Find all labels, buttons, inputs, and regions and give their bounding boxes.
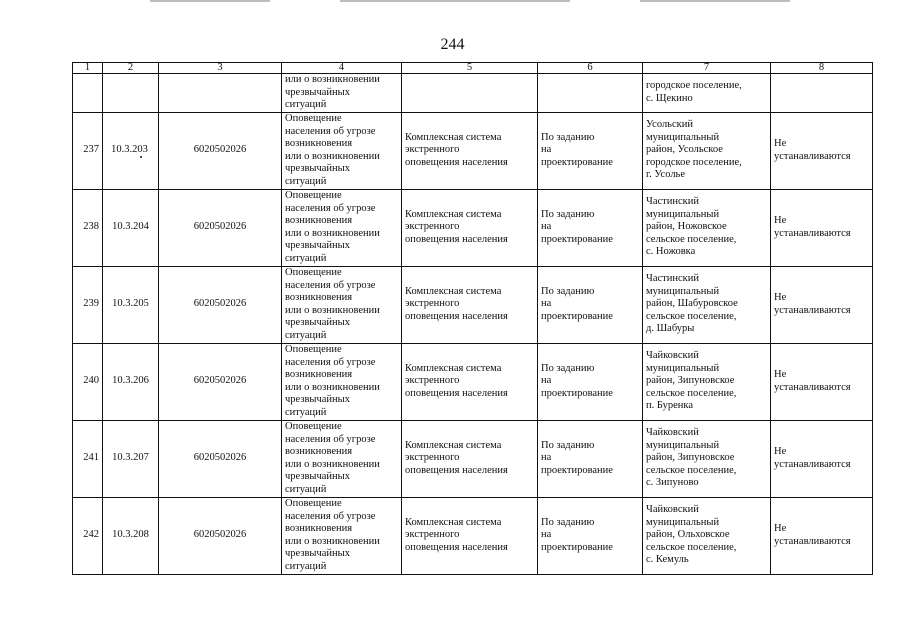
- header-col-7: 7: [643, 63, 771, 74]
- cell-number: [73, 74, 103, 113]
- cell-code: 10.3.205: [103, 266, 159, 343]
- table-row: [73, 189, 873, 266]
- cell-purpose: Оповещение населения об угрозе возникновения или о возникновении чрезвычайных ситуаций: [282, 266, 402, 343]
- cell-code: 10.3.207: [103, 420, 159, 497]
- cell-code: 10.3.203: [103, 112, 159, 189]
- top-rule-middle: [340, 0, 570, 2]
- cell-number: 237: [73, 112, 103, 189]
- cell-kbk: 6020502026: [159, 420, 282, 497]
- header-col-8: 8: [771, 63, 873, 74]
- cell-purpose: Оповещение населения об угрозе возникновения или о возникновении чрезвычайных ситуаций: [282, 497, 402, 574]
- cell-system: Комплексная система экстренного оповещения населения: [402, 497, 538, 574]
- cell-capacity: По заданию на проектирование: [538, 343, 643, 420]
- cell-number: 240: [73, 343, 103, 420]
- table-row: [73, 112, 873, 189]
- header-col-3: 3: [159, 63, 282, 74]
- cell-purpose: Оповещение населения об угрозе возникновения или о возникновении чрезвычайных ситуаций: [282, 189, 402, 266]
- cell-capacity: [538, 74, 643, 113]
- cell-location: Усольский муниципальный район, Усольское городское поселение, г. Усолье: [643, 112, 771, 189]
- scan-speck: [140, 156, 142, 158]
- data-table: [72, 62, 873, 575]
- cell-location: Чайковский муниципальный район, Зипуновское сельское поселение, с. Зипуново: [643, 420, 771, 497]
- cell-kbk: 6020502026: [159, 343, 282, 420]
- cell-capacity: По заданию на проектирование: [538, 266, 643, 343]
- cell-zones: Не устанавливаются: [771, 189, 873, 266]
- cell-code: 10.3.206: [103, 343, 159, 420]
- table-row: [73, 420, 873, 497]
- cell-number: 242: [73, 497, 103, 574]
- header-col-4: 4: [282, 63, 402, 74]
- cell-system: [402, 74, 538, 113]
- cell-kbk: 6020502026: [159, 266, 282, 343]
- cell-purpose: Оповещение населения об угрозе возникновения или о возникновении чрезвычайных ситуаций: [282, 112, 402, 189]
- cell-zones: Не устанавливаются: [771, 343, 873, 420]
- cell-zones: [771, 74, 873, 113]
- continuation-row: [73, 74, 873, 113]
- header-col-6: 6: [538, 63, 643, 74]
- cell-purpose: Оповещение населения об угрозе возникновения или о возникновении чрезвычайных ситуаций: [282, 343, 402, 420]
- cell-capacity: По заданию на проектирование: [538, 420, 643, 497]
- cell-location: Частинский муниципальный район, Шабуровское сельское поселение, д. Шабуры: [643, 266, 771, 343]
- cell-kbk: [159, 74, 282, 113]
- cell-system: Комплексная система экстренного оповещения населения: [402, 189, 538, 266]
- header-col-2: 2: [103, 63, 159, 74]
- cell-location: городское поселение, с. Щекино: [643, 74, 771, 113]
- cell-capacity: По заданию на проектирование: [538, 112, 643, 189]
- cell-system: Комплексная система экстренного оповещения населения: [402, 112, 538, 189]
- header-row: [73, 63, 873, 74]
- cell-system: Комплексная система экстренного оповещения населения: [402, 266, 538, 343]
- cell-zones: Не устанавливаются: [771, 266, 873, 343]
- cell-kbk: 6020502026: [159, 189, 282, 266]
- cell-code: 10.3.208: [103, 497, 159, 574]
- cell-location: Чайковский муниципальный район, Ольховское сельское поселение, с. Кемуль: [643, 497, 771, 574]
- cell-zones: Не устанавливаются: [771, 420, 873, 497]
- cell-system: Комплексная система экстренного оповещения населения: [402, 420, 538, 497]
- cell-capacity: По заданию на проектирование: [538, 189, 643, 266]
- cell-zones: Не устанавливаются: [771, 497, 873, 574]
- header-col-1: 1: [73, 63, 103, 74]
- cell-location: Частинский муниципальный район, Ножовское сельское поселение, с. Ножовка: [643, 189, 771, 266]
- cell-system: Комплексная система экстренного оповещения населения: [402, 343, 538, 420]
- cell-capacity: По заданию на проектирование: [538, 497, 643, 574]
- cell-purpose: или о возникновении чрезвычайных ситуаций: [282, 74, 402, 113]
- table-row: [73, 266, 873, 343]
- header-col-5: 5: [402, 63, 538, 74]
- cell-kbk: 6020502026: [159, 112, 282, 189]
- cell-number: 241: [73, 420, 103, 497]
- top-rule-right: [640, 0, 790, 2]
- table-row: [73, 497, 873, 574]
- cell-zones: Не устанавливаются: [771, 112, 873, 189]
- cell-number: 239: [73, 266, 103, 343]
- cell-kbk: 6020502026: [159, 497, 282, 574]
- top-rule-left: [150, 0, 270, 2]
- cell-code: 10.3.204: [103, 189, 159, 266]
- cell-code: [103, 74, 159, 113]
- cell-purpose: Оповещение населения об угрозе возникновения или о возникновении чрезвычайных ситуаций: [282, 420, 402, 497]
- page-number: 244: [440, 36, 465, 53]
- cell-number: 238: [73, 189, 103, 266]
- table-row: [73, 343, 873, 420]
- cell-location: Чайковский муниципальный район, Зипуновское сельское поселение, п. Буренка: [643, 343, 771, 420]
